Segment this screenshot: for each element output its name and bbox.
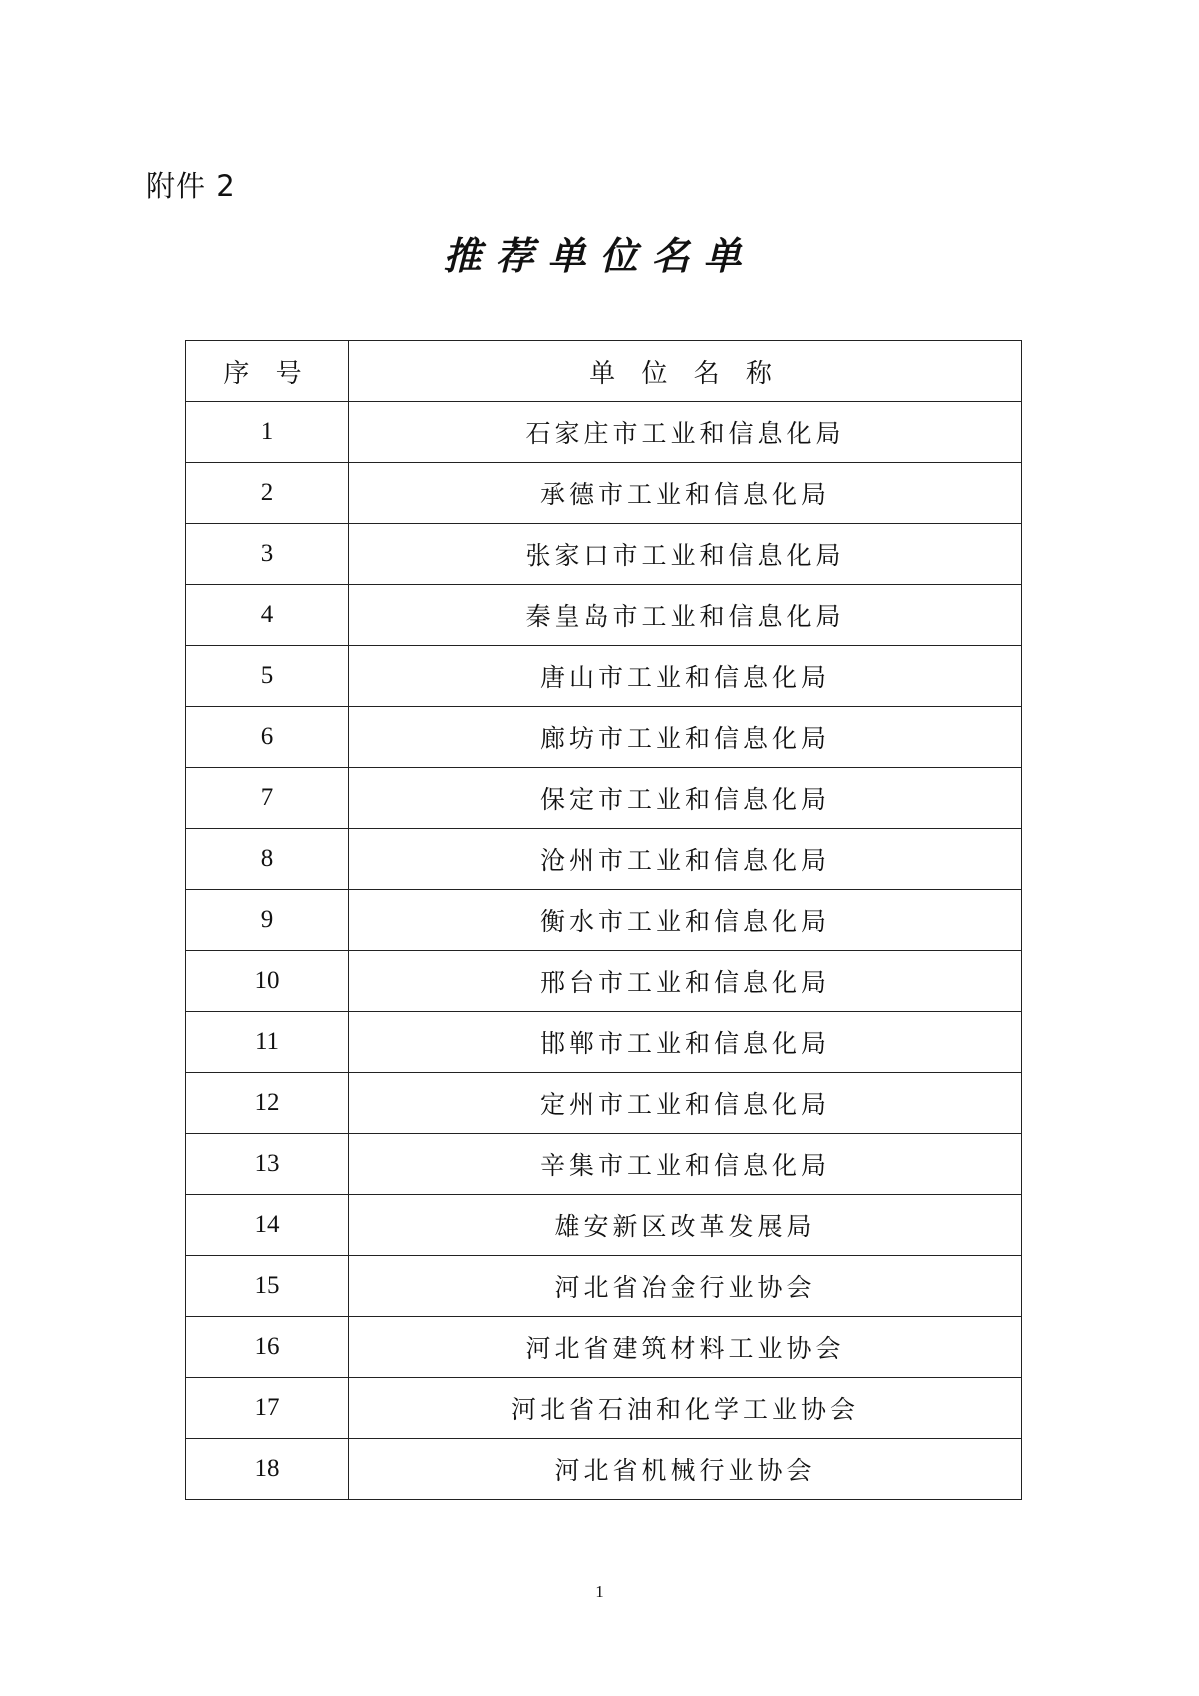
row-number: 5 (186, 646, 349, 707)
unit-name: 河北省机械行业协会 (349, 1439, 1022, 1500)
row-number: 4 (186, 585, 349, 646)
unit-name: 河北省石油和化学工业协会 (349, 1378, 1022, 1439)
row-number: 9 (186, 890, 349, 951)
row-number: 1 (186, 402, 349, 463)
table-row (186, 1134, 1022, 1195)
row-number: 2 (186, 463, 349, 524)
row-number: 17 (186, 1378, 349, 1439)
table-row (186, 768, 1022, 829)
table-row (186, 829, 1022, 890)
table-row (186, 1317, 1022, 1378)
unit-name: 石家庄市工业和信息化局 (349, 402, 1022, 463)
row-number: 8 (186, 829, 349, 890)
table-header-row (186, 341, 1022, 402)
row-number: 3 (186, 524, 349, 585)
unit-name: 河北省冶金行业协会 (349, 1256, 1022, 1317)
row-number: 15 (186, 1256, 349, 1317)
table-row (186, 1012, 1022, 1073)
column-header-unit-name: 单 位 名 称 (349, 341, 1022, 402)
row-number: 10 (186, 951, 349, 1012)
table-row (186, 524, 1022, 585)
unit-name: 河北省建筑材料工业协会 (349, 1317, 1022, 1378)
unit-name: 秦皇岛市工业和信息化局 (349, 585, 1022, 646)
table-row (186, 890, 1022, 951)
unit-name: 辛集市工业和信息化局 (349, 1134, 1022, 1195)
table-row (186, 951, 1022, 1012)
row-number: 6 (186, 707, 349, 768)
table-row (186, 402, 1022, 463)
row-number: 13 (186, 1134, 349, 1195)
unit-name: 定州市工业和信息化局 (349, 1073, 1022, 1134)
unit-name: 邯郸市工业和信息化局 (349, 1012, 1022, 1073)
table-row (186, 1378, 1022, 1439)
table-row (186, 585, 1022, 646)
table-row (186, 707, 1022, 768)
table-row (186, 1195, 1022, 1256)
unit-name: 衡水市工业和信息化局 (349, 890, 1022, 951)
table-row (186, 1256, 1022, 1317)
row-number: 18 (186, 1439, 349, 1500)
page-number: 1 (595, 1582, 604, 1601)
unit-name: 张家口市工业和信息化局 (349, 524, 1022, 585)
unit-name: 廊坊市工业和信息化局 (349, 707, 1022, 768)
row-number: 12 (186, 1073, 349, 1134)
attachment-label: 附件 2 (146, 169, 236, 203)
row-number: 11 (186, 1012, 349, 1073)
unit-name: 沧州市工业和信息化局 (349, 829, 1022, 890)
unit-name: 邢台市工业和信息化局 (349, 951, 1022, 1012)
unit-table (185, 340, 1022, 1500)
table-row (186, 1073, 1022, 1134)
column-header-number: 序 号 (186, 341, 349, 402)
row-number: 16 (186, 1317, 349, 1378)
row-number: 14 (186, 1195, 349, 1256)
unit-name: 雄安新区改革发展局 (349, 1195, 1022, 1256)
unit-name: 承德市工业和信息化局 (349, 463, 1022, 524)
table-row (186, 463, 1022, 524)
page-title: 推荐单位名单 (443, 233, 756, 278)
table-row (186, 646, 1022, 707)
unit-name: 唐山市工业和信息化局 (349, 646, 1022, 707)
row-number: 7 (186, 768, 349, 829)
unit-name: 保定市工业和信息化局 (349, 768, 1022, 829)
table-row (186, 1439, 1022, 1500)
